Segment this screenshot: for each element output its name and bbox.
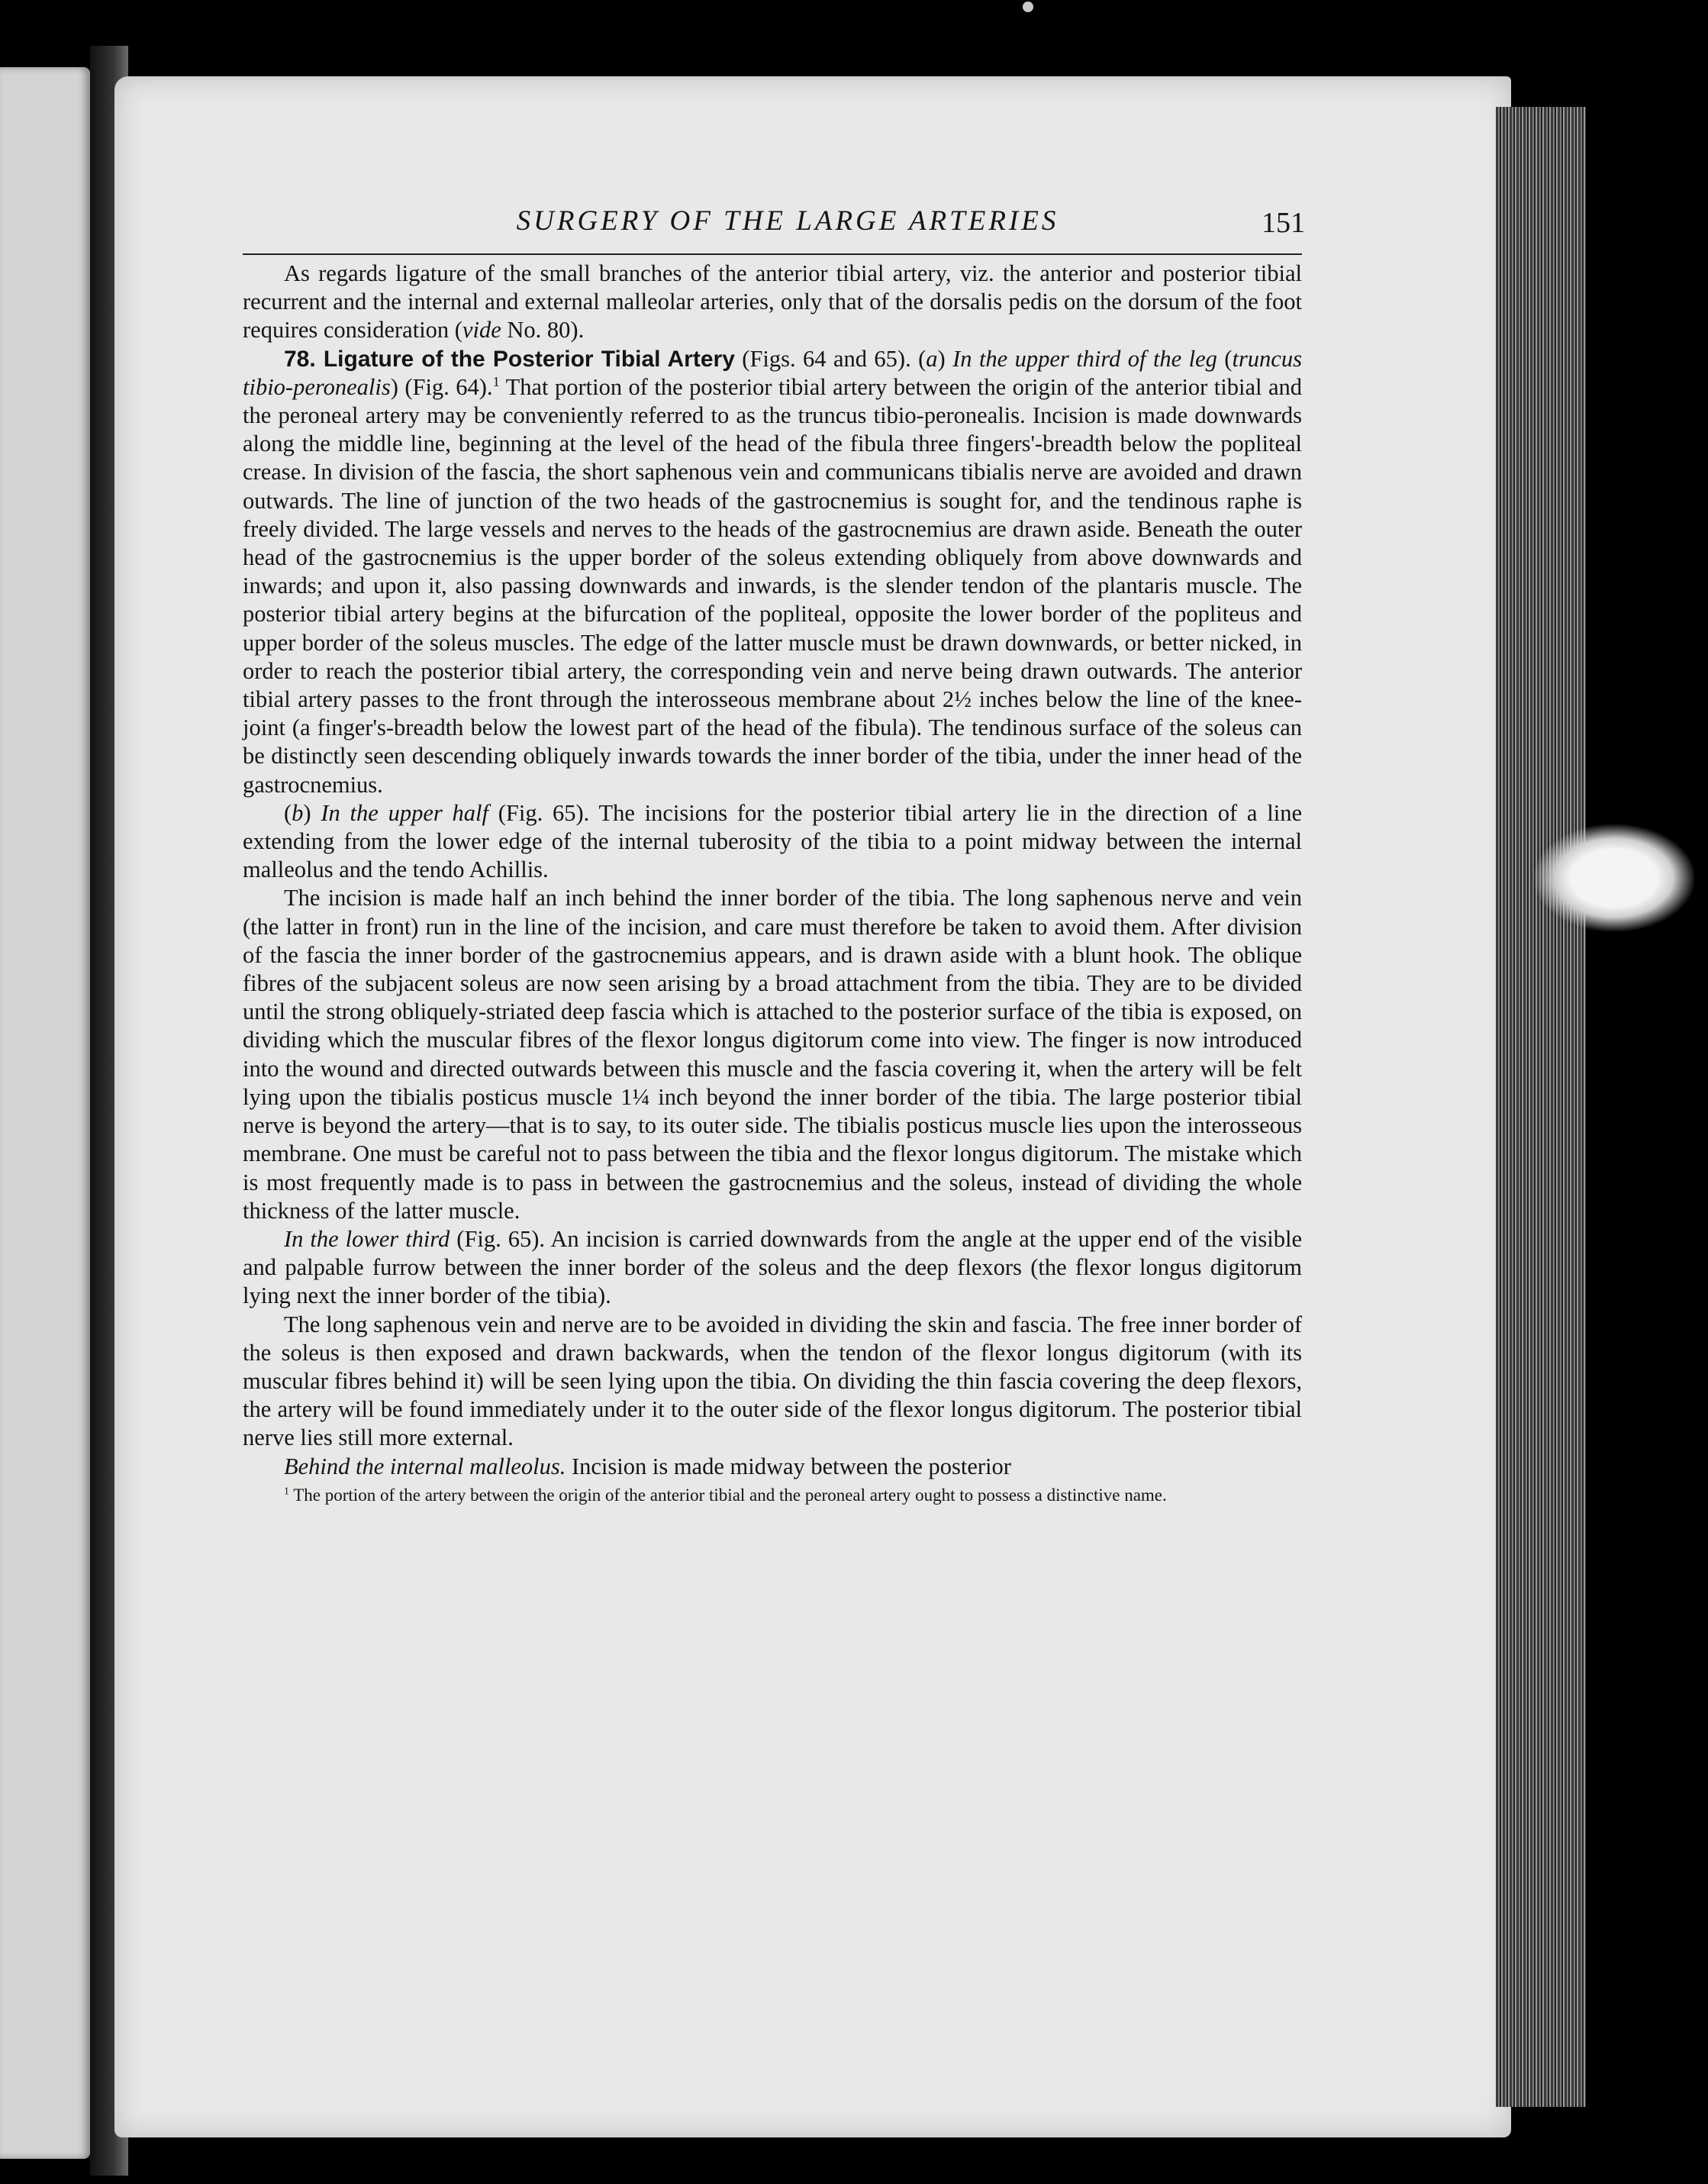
- italic-run: In the upper third of the leg: [952, 345, 1217, 372]
- text-run: ): [303, 799, 321, 826]
- footnote-ref: 1: [492, 373, 500, 389]
- italic-run: In the upper half: [321, 799, 488, 826]
- paragraph: [243, 1225, 1302, 1311]
- footnote-marker: 1: [284, 1485, 289, 1497]
- body-text: [243, 260, 1302, 1481]
- text-run: The long saphenous vein and nerve are to be avoided in dividing the skin and fascia. The free inner border of the soleus is then exposed and drawn backwards, when the tendon of the flexor longus digitorum (with its muscular fibres behind it) will be seen lying upon the tibia. On dividing the thin fascia covering the deep flexors, the artery will be found immediately under it to the outer side of the flexor longus digitorum. The posterior tibial nerve lies still more external.: [243, 1311, 1302, 1451]
- italic-run: In the lower third: [284, 1225, 450, 1252]
- italic-run: Behind the internal malleolus.: [284, 1453, 566, 1479]
- text-run: (Figs. 64 and 65). (: [734, 345, 927, 372]
- text-run: ): [937, 345, 953, 372]
- italic-run: b: [292, 799, 304, 826]
- footnote-text: The portion of the artery between the origin of the anterior tibial and the peroneal artery ought to possess a distinctive name.: [293, 1485, 1167, 1505]
- text-run: (: [284, 799, 292, 826]
- paragraph: [243, 799, 1302, 885]
- facing-page-edge: [0, 67, 90, 2159]
- text-run: ) (Fig. 64).: [390, 373, 493, 400]
- page-content: [243, 205, 1305, 1505]
- text-run: (: [1217, 345, 1233, 372]
- text-run: (Fig. 65). An incision is carried downwards from the angle at the upper end of the visible and palpable furrow between the inner border of the soleus and the deep flexors (the flexor longus digitorum lying next the inner border of the tibia).: [243, 1225, 1302, 1309]
- page-number: 151: [1262, 207, 1305, 239]
- paragraph: [243, 260, 1302, 345]
- italic-run: a: [926, 345, 938, 372]
- paragraph: [243, 1311, 1302, 1453]
- text-run: No. 80).: [501, 317, 585, 344]
- paragraph: [243, 884, 1302, 1224]
- italic-run: vide: [462, 317, 501, 344]
- italic-run: truncus tibio-peronealis: [243, 345, 1302, 400]
- running-title: SURGERY OF THE LARGE ARTERIES: [516, 205, 1059, 237]
- paragraph: [243, 1453, 1302, 1481]
- text-run: (Fig. 65). The incisions for the posterior tibial artery lie in the direction of a line extending from the lower edge of the internal tuberosity of the tibia to a point midway between the internal malleolus and the tendo Achillis.: [243, 799, 1302, 883]
- text-run: The incision is made half an inch behind the inner border of the tibia. The long saphenous nerve and vein (the latter in front) run in the line of the incision, and care must therefore be taken to avoid them. After division of the fascia the inner border of the gastrocnemius appears, and is drawn aside with a blunt hook. The oblique fibres of the subjacent soleus are now seen arising by a broad attachment from the tibia. They are to be divided until the strong obliquely-striated deep fascia which is attached to the posterior surface of the tibia is exposed, on dividing which the muscular fibres of the flexor longus digitorum come into view. The finger is now introduced into the wound and directed outwards between this muscle and the fascia covering it, when the artery will be felt lying upon the tibialis posticus muscle 1¼ inch beyond the inner border of the tibia. The large posterior tibial nerve is beyond the artery—that is to say, to its outer side. The tibialis posticus muscle lies upon the interosseous membrane. One must be careful not to pass between the tibia and the flexor longus digitorum. The mistake which is most frequently made is to pass in between the gastrocnemius and the soleus, instead of dividing the whole thickness of the latter muscle.: [243, 885, 1302, 1224]
- section-heading: 78. Ligature of the Posterior Tibial Artery: [284, 346, 735, 372]
- text-run: Incision is made midway between the posterior: [566, 1453, 1011, 1479]
- page-stack-edges: [1496, 107, 1586, 2107]
- paragraph: [243, 345, 1302, 799]
- text-run: As regards ligature of the small branches of the anterior tibial artery, viz. the anterior and posterior tibial recurrent and the internal and external malleolar arteries, only that of the dorsalis pedis on the dorsum of the foot requires consideration (: [243, 260, 1302, 344]
- header-rule: [243, 253, 1302, 255]
- paper-damage-mark: [1534, 824, 1694, 931]
- running-head: [243, 205, 1305, 253]
- footnote: [243, 1486, 1302, 1505]
- text-run: That portion of the posterior tibial artery between the origin of the anterior tibial and the peroneal artery may be conveniently referred to as the truncus tibio-peronealis. Incision is made downwards along the middle line, beginning at the level of the head of the fibula three fingers'-breadth below the popliteal crease. In division of the fascia, the short saphenous vein and communicans tibialis nerve are avoided and drawn outwards. The line of junction of the two heads of the gastrocnemius is sought for, and the tendinous raphe is freely divided. The large vessels and nerves to the heads of the gastrocnemius are drawn aside. Beneath the outer head of the gastrocnemius is the upper border of the soleus extending obliquely from above downwards and inwards; and upon it, also passing downwards and inwards, is the slender tendon of the plantaris muscle. The posterior tibial artery begins at the bifurcation of the popliteal, opposite the lower border of the popliteus and upper border of the soleus muscles. The edge of the latter muscle must be drawn downwards, or better nicked, in order to reach the posterior tibial artery, the corresponding vein and nerve being drawn outwards. The anterior tibial artery passes to the front through the interosseous membrane about 2½ inches below the line of the knee-joint (a finger's-breadth below the lowest part of the head of the fibula). The tendinous surface of the soleus can be distinctly seen descending obliquely inwards towards the inner border of the tibia, under the inner head of the gastrocnemius.: [243, 373, 1302, 798]
- dust-speck: [1023, 2, 1033, 12]
